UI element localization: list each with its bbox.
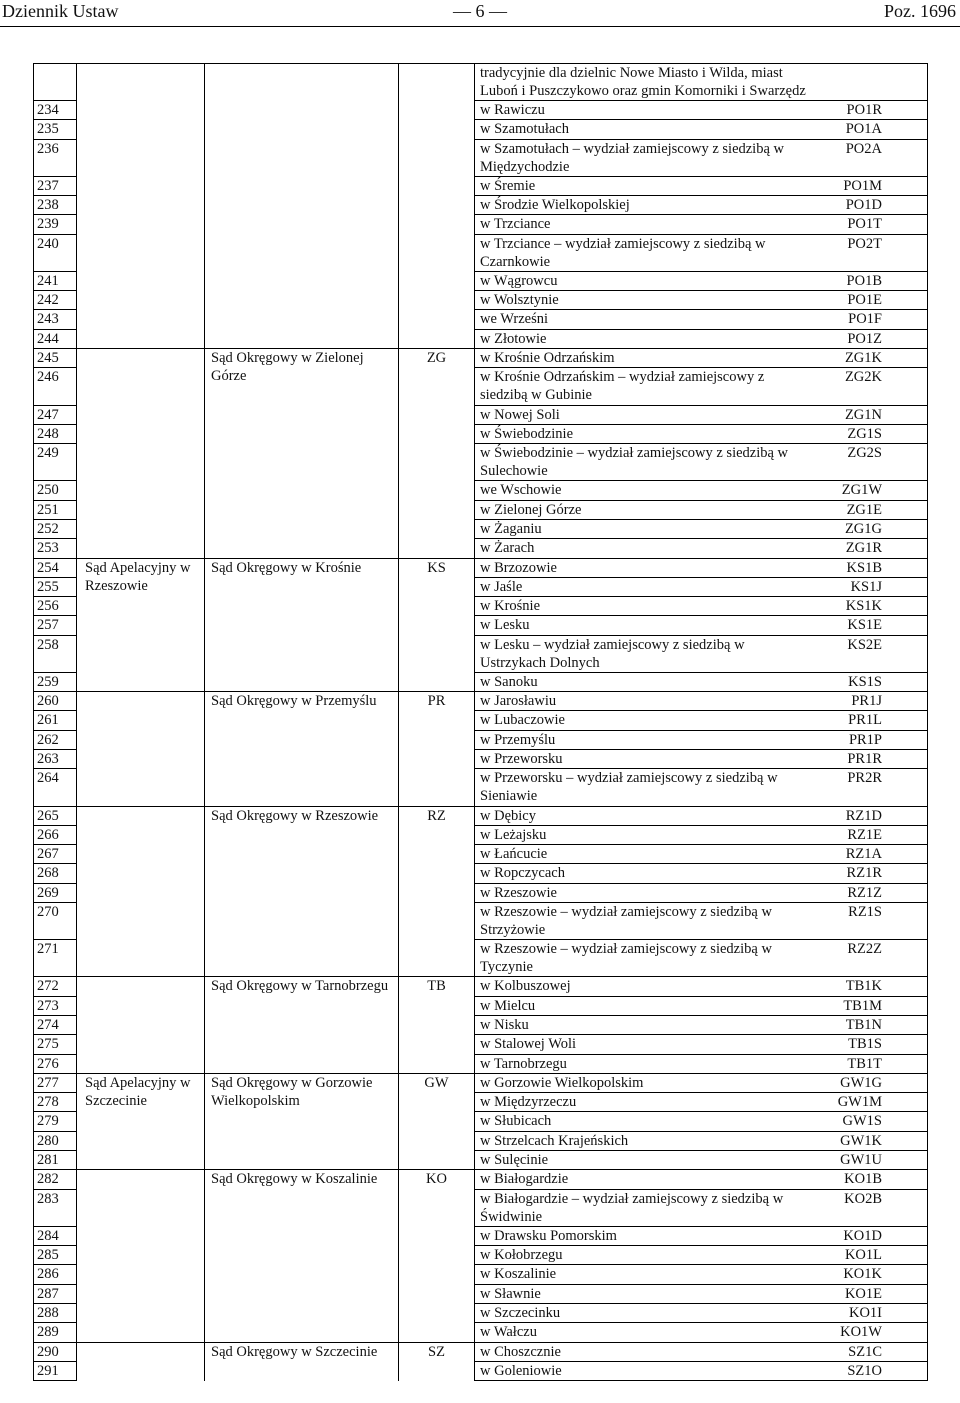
appeal-court-cell: Sąd Apelacyjny w Rzeszowie bbox=[77, 558, 205, 692]
appeal-court-cell bbox=[77, 101, 205, 349]
table-row bbox=[34, 1342, 928, 1361]
row-number: 264 bbox=[34, 769, 77, 806]
table-row bbox=[34, 101, 928, 120]
row-number: 275 bbox=[34, 1035, 77, 1054]
regional-court-cell: Sąd Okręgowy w Koszalinie bbox=[205, 1170, 399, 1342]
court-code: GW1K bbox=[809, 1131, 928, 1150]
district-court-name: w Krośnie Odrzańskim bbox=[475, 349, 809, 368]
row-number: 290 bbox=[34, 1342, 77, 1361]
district-court-name: w Mielcu bbox=[475, 996, 809, 1015]
district-court-name: w Leżajsku bbox=[475, 825, 809, 844]
district-court-name: w Wolsztynie bbox=[475, 291, 809, 310]
court-code: PO1E bbox=[809, 291, 928, 310]
court-code: GW1S bbox=[809, 1112, 928, 1131]
district-court-name: w Rzeszowie – wydział zamiejscowy z siedzibą w Strzyżowie bbox=[475, 903, 809, 940]
district-court-name: w Choszcznie bbox=[475, 1342, 809, 1361]
regional-code-cell: TB bbox=[399, 977, 475, 1073]
district-court-name: w Nisku bbox=[475, 1016, 809, 1035]
row-number: 269 bbox=[34, 883, 77, 902]
court-code: PO1B bbox=[809, 271, 928, 290]
court-code: TB1N bbox=[809, 1016, 928, 1035]
district-court-name: w Ropczycach bbox=[475, 864, 809, 883]
row-number: 280 bbox=[34, 1131, 77, 1150]
row-number: 282 bbox=[34, 1170, 77, 1189]
continuation-row bbox=[34, 64, 928, 101]
table-row bbox=[34, 558, 928, 577]
court-code: RZ1D bbox=[809, 806, 928, 825]
court-code: TB1S bbox=[809, 1035, 928, 1054]
row-number: 284 bbox=[34, 1226, 77, 1245]
court-code: PR1R bbox=[809, 750, 928, 769]
court-code: ZG2S bbox=[809, 444, 928, 481]
court-code: ZG1K bbox=[809, 349, 928, 368]
court-code: PO1Z bbox=[809, 329, 928, 348]
court-code: PO1T bbox=[809, 215, 928, 234]
row-number: 291 bbox=[34, 1361, 77, 1380]
district-court-name: w Przeworsku – wydział zamiejscowy z siedzibą w Sieniawie bbox=[475, 769, 809, 806]
table-row bbox=[34, 349, 928, 368]
row-number: 276 bbox=[34, 1054, 77, 1073]
row-number: 234 bbox=[34, 101, 77, 120]
court-code: ZG1N bbox=[809, 405, 928, 424]
regional-court-cell bbox=[205, 101, 399, 349]
row-number: 278 bbox=[34, 1093, 77, 1112]
district-court-name: w Zielonej Górze bbox=[475, 500, 809, 519]
court-code: RZ1A bbox=[809, 845, 928, 864]
row-number: 252 bbox=[34, 519, 77, 538]
court-code: PO1D bbox=[809, 196, 928, 215]
district-court-name: w Nowej Soli bbox=[475, 405, 809, 424]
district-court-name: w Stalowej Woli bbox=[475, 1035, 809, 1054]
row-number: 245 bbox=[34, 349, 77, 368]
court-code: PO2T bbox=[809, 234, 928, 271]
row-number: 289 bbox=[34, 1323, 77, 1342]
court-code: KS2E bbox=[809, 635, 928, 672]
district-court-name: w Sanoku bbox=[475, 672, 809, 691]
court-code: RZ1S bbox=[809, 903, 928, 940]
district-court-name: w Krośnie bbox=[475, 597, 809, 616]
row-number: 256 bbox=[34, 597, 77, 616]
court-code: ZG1G bbox=[809, 519, 928, 538]
appeal-court-cell bbox=[77, 1342, 205, 1381]
court-register-table bbox=[33, 63, 928, 1381]
district-court-name: we Wrześni bbox=[475, 310, 809, 329]
court-code: KO1E bbox=[809, 1284, 928, 1303]
table-row bbox=[34, 1073, 928, 1092]
district-court-name: w Szczecinku bbox=[475, 1304, 809, 1323]
district-court-name: w Wałczu bbox=[475, 1323, 809, 1342]
court-code: PR1P bbox=[809, 730, 928, 749]
row-number: 277 bbox=[34, 1073, 77, 1092]
row-number: 240 bbox=[34, 234, 77, 271]
court-code: PR1L bbox=[809, 711, 928, 730]
district-court-name: w Przeworsku bbox=[475, 750, 809, 769]
appeal-court-cell bbox=[77, 977, 205, 1073]
table-row bbox=[34, 977, 928, 996]
court-code: GW1U bbox=[809, 1151, 928, 1170]
court-code: GW1M bbox=[809, 1093, 928, 1112]
court-code: KS1B bbox=[809, 558, 928, 577]
court-code: RZ1E bbox=[809, 825, 928, 844]
row-number: 250 bbox=[34, 481, 77, 500]
table-row bbox=[34, 1170, 928, 1189]
court-code: RZ1R bbox=[809, 864, 928, 883]
district-court-name: w Śremie bbox=[475, 176, 809, 195]
district-court-name: w Słubicach bbox=[475, 1112, 809, 1131]
district-court-name: w Rzeszowie – wydział zamiejscowy z siedzibą w Tyczynie bbox=[475, 940, 809, 977]
row-number: 263 bbox=[34, 750, 77, 769]
regional-code-cell: GW bbox=[399, 1073, 475, 1169]
district-court-name: w Trzciance – wydział zamiejscowy z siedzibą w Czarnkowie bbox=[475, 234, 809, 271]
row-number: 273 bbox=[34, 996, 77, 1015]
row-number: 251 bbox=[34, 500, 77, 519]
district-court-name: w Środzie Wielkopolskiej bbox=[475, 196, 809, 215]
district-court-name: w Łańcucie bbox=[475, 845, 809, 864]
court-code: PO1A bbox=[809, 120, 928, 139]
court-code: ZG2K bbox=[809, 368, 928, 405]
header-rule bbox=[0, 26, 960, 27]
regional-court-cell: Sąd Okręgowy w Tarnobrzegu bbox=[205, 977, 399, 1073]
district-court-name: w Białogardzie bbox=[475, 1170, 809, 1189]
district-court-name: w Brzozowie bbox=[475, 558, 809, 577]
regional-court-cell: Sąd Okręgowy w Gorzowie Wielkopolskim bbox=[205, 1073, 399, 1169]
row-number: 257 bbox=[34, 616, 77, 635]
row-number: 266 bbox=[34, 825, 77, 844]
district-court-name: w Krośnie Odrzańskim – wydział zamiejscowy z siedzibą w Gubinie bbox=[475, 368, 809, 405]
court-code: PO1F bbox=[809, 310, 928, 329]
regional-court-cell: Sąd Okręgowy w Krośnie bbox=[205, 558, 399, 692]
table-row bbox=[34, 806, 928, 825]
district-court-name: w Koszalinie bbox=[475, 1265, 809, 1284]
court-code: KO1L bbox=[809, 1246, 928, 1265]
row-number: 235 bbox=[34, 120, 77, 139]
regional-court-cell: Sąd Okręgowy w Zielonej Górze bbox=[205, 349, 399, 558]
court-code: KO1K bbox=[809, 1265, 928, 1284]
district-court-name: w Lubaczowie bbox=[475, 711, 809, 730]
district-court-name: w Tarnobrzegu bbox=[475, 1054, 809, 1073]
row-number: 265 bbox=[34, 806, 77, 825]
row-number: 268 bbox=[34, 864, 77, 883]
row-number: 274 bbox=[34, 1016, 77, 1035]
row-number: 249 bbox=[34, 444, 77, 481]
court-code: ZG1W bbox=[809, 481, 928, 500]
regional-code-cell: ZG bbox=[399, 349, 475, 558]
row-number: 255 bbox=[34, 577, 77, 596]
court-code: TB1K bbox=[809, 977, 928, 996]
continuation-text: tradycyjnie dla dzielnic Nowe Miasto i Wilda, miast Luboń i Puszczykowo oraz gmin Komorniki i Swarzędz bbox=[475, 64, 809, 101]
appeal-court-cell bbox=[77, 806, 205, 977]
appeal-court-cell bbox=[77, 1170, 205, 1342]
district-court-name: w Białogardzie – wydział zamiejscowy z siedzibą w Świdwinie bbox=[475, 1189, 809, 1226]
district-court-name: w Jarosławiu bbox=[475, 692, 809, 711]
court-code: PO1R bbox=[809, 101, 928, 120]
row-number: 242 bbox=[34, 291, 77, 310]
court-code: TB1M bbox=[809, 996, 928, 1015]
row-number: 246 bbox=[34, 368, 77, 405]
regional-court-cell: Sąd Okręgowy w Rzeszowie bbox=[205, 806, 399, 977]
district-court-name: w Przemyślu bbox=[475, 730, 809, 749]
court-code: KS1E bbox=[809, 616, 928, 635]
row-number: 243 bbox=[34, 310, 77, 329]
row-number: 287 bbox=[34, 1284, 77, 1303]
row-number: 236 bbox=[34, 139, 77, 176]
journal-title: Dziennik Ustaw bbox=[2, 1, 119, 21]
regional-code-cell: KO bbox=[399, 1170, 475, 1342]
row-number: 253 bbox=[34, 539, 77, 558]
district-court-name: w Szamotułach bbox=[475, 120, 809, 139]
row-number: 279 bbox=[34, 1112, 77, 1131]
row-number: 237 bbox=[34, 176, 77, 195]
regional-code-cell: SZ bbox=[399, 1342, 475, 1381]
court-code: PO2A bbox=[809, 139, 928, 176]
court-code: RZ1Z bbox=[809, 883, 928, 902]
district-court-name: w Kołobrzegu bbox=[475, 1246, 809, 1265]
court-code: PR1J bbox=[809, 692, 928, 711]
row-number: 272 bbox=[34, 977, 77, 996]
district-court-name: w Jaśle bbox=[475, 577, 809, 596]
table-row bbox=[34, 692, 928, 711]
district-court-name: w Gorzowie Wielkopolskim bbox=[475, 1073, 809, 1092]
appeal-court-cell bbox=[77, 692, 205, 806]
row-number: 267 bbox=[34, 845, 77, 864]
district-court-name: w Rzeszowie bbox=[475, 883, 809, 902]
court-code: KS1K bbox=[809, 597, 928, 616]
district-court-name: w Lesku bbox=[475, 616, 809, 635]
district-court-name: w Sławnie bbox=[475, 1284, 809, 1303]
district-court-name: w Świebodzinie – wydział zamiejscowy z siedzibą w Sulechowie bbox=[475, 444, 809, 481]
row-number: 260 bbox=[34, 692, 77, 711]
row-number: 288 bbox=[34, 1304, 77, 1323]
court-code: ZG1R bbox=[809, 539, 928, 558]
row-number: 238 bbox=[34, 196, 77, 215]
row-number: 244 bbox=[34, 329, 77, 348]
court-code: SZ1C bbox=[809, 1342, 928, 1361]
row-number: 283 bbox=[34, 1189, 77, 1226]
row-number: 259 bbox=[34, 672, 77, 691]
row-number: 241 bbox=[34, 271, 77, 290]
row-number: 285 bbox=[34, 1246, 77, 1265]
district-court-name: w Sulęcinie bbox=[475, 1151, 809, 1170]
row-number: 239 bbox=[34, 215, 77, 234]
regional-court-cell: Sąd Okręgowy w Przemyślu bbox=[205, 692, 399, 806]
court-code: ZG1S bbox=[809, 424, 928, 443]
page-number: — 6 — bbox=[453, 1, 507, 21]
court-code: KS1J bbox=[809, 577, 928, 596]
court-code: KO1D bbox=[809, 1226, 928, 1245]
regional-code-cell: RZ bbox=[399, 806, 475, 977]
regional-court-cell: Sąd Okręgowy w Szczecinie bbox=[205, 1342, 399, 1381]
row-number: 286 bbox=[34, 1265, 77, 1284]
district-court-name: w Świebodzinie bbox=[475, 424, 809, 443]
district-court-name: w Drawsku Pomorskim bbox=[475, 1226, 809, 1245]
district-court-name: w Goleniowie bbox=[475, 1361, 809, 1380]
court-code: KO1B bbox=[809, 1170, 928, 1189]
row-number: 258 bbox=[34, 635, 77, 672]
court-code: RZ2Z bbox=[809, 940, 928, 977]
district-court-name: w Dębicy bbox=[475, 806, 809, 825]
district-court-name: w Złotowie bbox=[475, 329, 809, 348]
row-number: 270 bbox=[34, 903, 77, 940]
appeal-court-cell bbox=[77, 349, 205, 558]
court-code: KO1W bbox=[809, 1323, 928, 1342]
district-court-name: w Strzelcach Krajeńskich bbox=[475, 1131, 809, 1150]
row-number: 261 bbox=[34, 711, 77, 730]
regional-code-cell: KS bbox=[399, 558, 475, 692]
court-code: PR2R bbox=[809, 769, 928, 806]
district-court-name: w Szamotułach – wydział zamiejscowy z siedzibą w Międzychodzie bbox=[475, 139, 809, 176]
district-court-name: w Wągrowcu bbox=[475, 271, 809, 290]
row-number: 271 bbox=[34, 940, 77, 977]
court-code: PO1M bbox=[809, 176, 928, 195]
regional-code-cell bbox=[399, 101, 475, 349]
district-court-name: w Kolbuszowej bbox=[475, 977, 809, 996]
row-number: 262 bbox=[34, 730, 77, 749]
row-number: 247 bbox=[34, 405, 77, 424]
district-court-name: w Międzyrzeczu bbox=[475, 1093, 809, 1112]
regional-code-cell: PR bbox=[399, 692, 475, 806]
court-code: SZ1O bbox=[809, 1361, 928, 1380]
row-number: 281 bbox=[34, 1151, 77, 1170]
district-court-name: w Rawiczu bbox=[475, 101, 809, 120]
row-number: 248 bbox=[34, 424, 77, 443]
court-code: GW1G bbox=[809, 1073, 928, 1092]
district-court-name: w Żaganiu bbox=[475, 519, 809, 538]
court-code: KS1S bbox=[809, 672, 928, 691]
district-court-name: w Trzciance bbox=[475, 215, 809, 234]
district-court-name: we Wschowie bbox=[475, 481, 809, 500]
district-court-name: w Żarach bbox=[475, 539, 809, 558]
court-code: ZG1E bbox=[809, 500, 928, 519]
court-code: KO1I bbox=[809, 1304, 928, 1323]
position-number: Poz. 1696 bbox=[884, 1, 956, 21]
appeal-court-cell: Sąd Apelacyjny w Szczecinie bbox=[77, 1073, 205, 1169]
district-court-name: w Lesku – wydział zamiejscowy z siedzibą w Ustrzykach Dolnych bbox=[475, 635, 809, 672]
court-code: KO2B bbox=[809, 1189, 928, 1226]
page-header bbox=[0, 0, 960, 28]
row-number: 254 bbox=[34, 558, 77, 577]
court-code: TB1T bbox=[809, 1054, 928, 1073]
